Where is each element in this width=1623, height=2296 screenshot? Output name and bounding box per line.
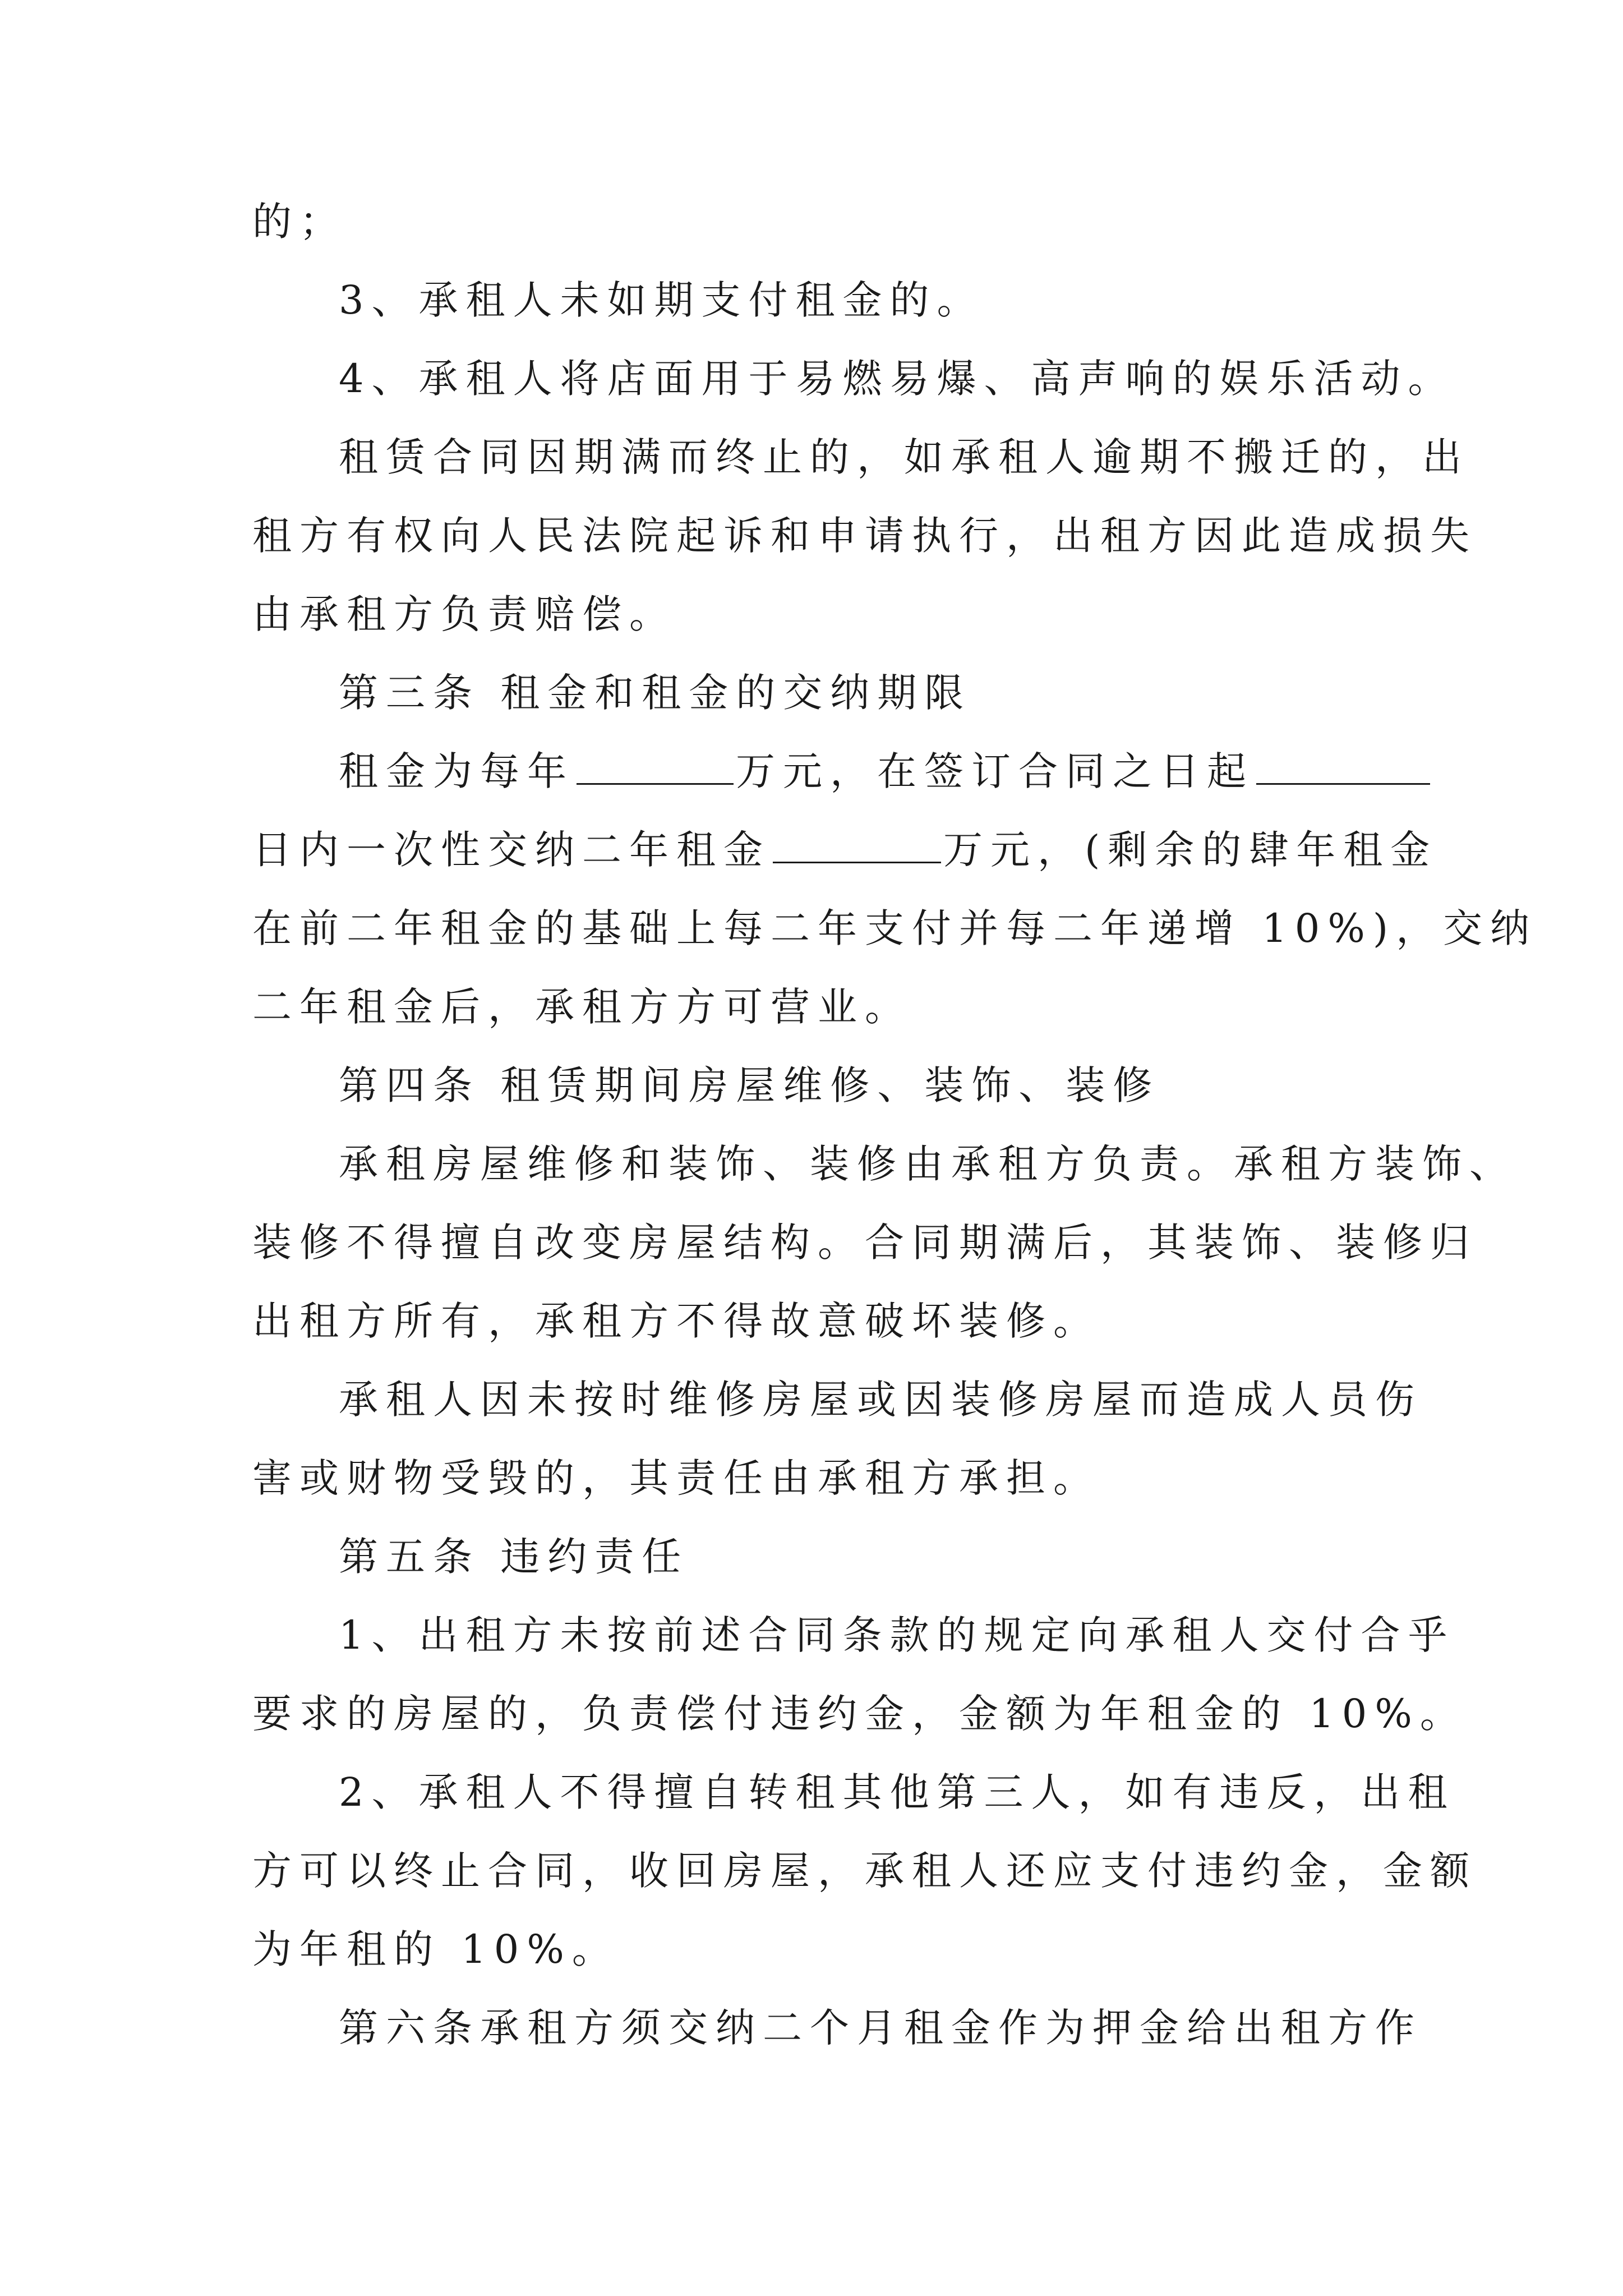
text-fragment: 万元，(剩余的肆年租金 [943,827,1438,873]
section-heading: 第四条 租赁期间房屋维修、装饰、装修 [339,1062,1160,1108]
paragraph-line: 租赁合同因期满而终止的，如承租人逾期不搬迁的，出 [339,434,1469,480]
paragraph-line: 承租房屋维修和装饰、装修由承租方负责。承租方装饰、 [339,1141,1516,1187]
section-heading: 第三条 租金和租金的交纳期限 [339,670,972,716]
list-item-continuation: 为年租的 10%。 [252,1926,619,1972]
list-item: 2、承租人不得擅自转租其他第三人，如有违反，出租 [339,1769,1455,1815]
text-fragment: 日内一次性交纳二年租金 [252,827,771,873]
paragraph-line: 租方有权向人民法院起诉和申请执行，出租方因此造成损失 [252,513,1477,559]
list-item-continuation: 要求的房屋的，负责偿付违约金，金额为年租金的 10%。 [252,1691,1467,1737]
paragraph-line: 出租方所有，承租方不得故意破坏装修。 [252,1298,1100,1344]
text-fragment: 租金为每年 [339,748,574,794]
fill-in-blank[interactable] [1256,748,1430,785]
paragraph-line [339,746,1432,797]
section-heading: 第五条 违约责任 [339,1534,689,1580]
list-item: 1、出租方未按前述合同条款的规定向承租人交付合乎 [339,1612,1455,1658]
fill-in-blank[interactable] [577,748,734,785]
paragraph-line: 承租人因未按时维修房屋或因装修房屋而造成人员伤 [339,1377,1422,1423]
paragraph-line: 害或财物受毁的，其责任由承租方承担。 [252,1455,1100,1501]
list-item: 4、承租人将店面用于易燃易爆、高声响的娱乐活动。 [339,356,1455,402]
paragraph-line: 二年租金后，承租方方可营业。 [252,984,912,1030]
text-fragment: 万元，在签订合同之日起 [736,748,1254,794]
paragraph-line [252,825,1437,875]
paragraph-line: 在前二年租金的基础上每二年支付并每二年递增 10%)，交纳 [252,905,1538,951]
paragraph-line: 由承租方负责赔偿。 [252,591,676,637]
paragraph-line: 装修不得擅自改变房屋结构。合同期满后，其装饰、装修归 [252,1220,1477,1266]
section-heading: 第六条承租方须交纳二个月租金作为押金给出租方作 [339,2005,1422,2051]
list-item-continuation: 方可以终止合同，收回房屋，承租人还应支付违约金，金额 [252,1848,1477,1894]
text-line: 的； [252,199,347,245]
fill-in-blank[interactable] [773,827,941,863]
list-item: 3、承租人未如期支付租金的。 [339,277,984,323]
